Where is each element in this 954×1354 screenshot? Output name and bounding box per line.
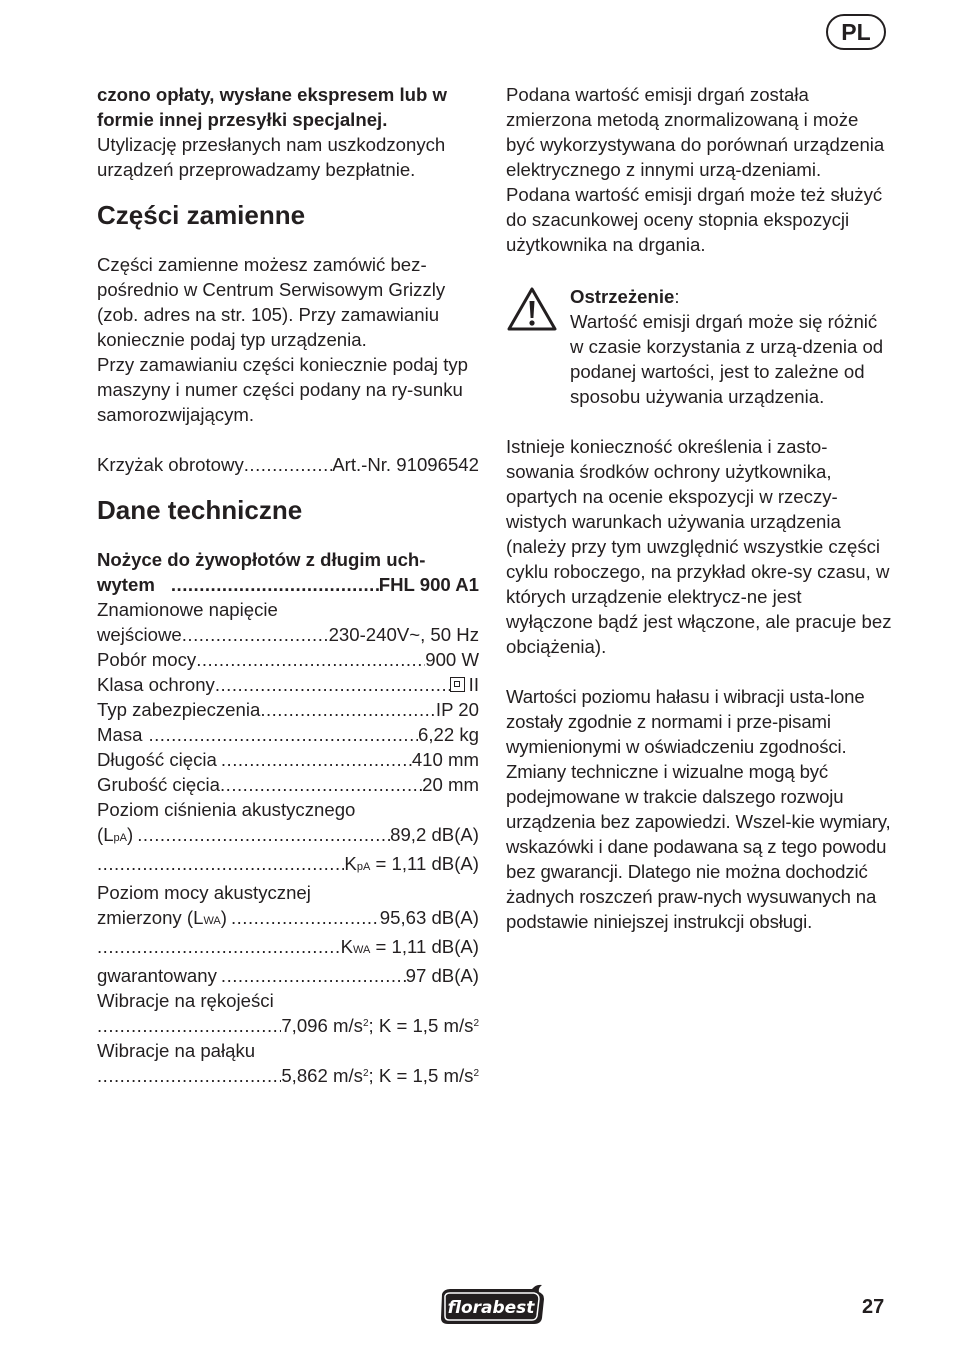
vibration-info-paragraph-1: Podana wartość emisji drgań została zmierzona metodą znormalizowaną i może być wykorzystywana do porównań urządzenia elektrycznego z innymi urzą-dzeniami. xyxy=(506,84,885,180)
spare-parts-heading: Części zamienne xyxy=(97,200,306,230)
voltage-label: Znamionowe napięcie xyxy=(97,599,278,620)
mass-row: Masa ..... 6,22 kg xyxy=(97,722,479,747)
ip-value: IP 20 xyxy=(435,699,479,720)
page-number: 27 xyxy=(862,1296,885,1318)
guaranteed-value: 97 dB(A) xyxy=(405,965,479,986)
disclaimer-paragraph: Wartości poziomu hałasu i wibracji usta-lone zostały zgodnie z normami i prze-pisami wymienionymi w oświadczeniu zgodności. Zmiany techniczne i wizualne mogą być podejmowane w trakcie dalszego rozwoju urządzenia bez zapowiedzi. Wszel-kie wymiary, wskazówki i dane podawana są z tego powodu bez gwarancji. Dlatego nie można dochodzić żadnych roszczeń praw-nych wysuwanych na podstawie niniejszej instrukcji obsługi. xyxy=(506,686,891,932)
warning-triangle-icon xyxy=(506,284,570,409)
protection-class-value: II xyxy=(468,674,479,695)
warning-block xyxy=(506,284,892,409)
kpa-value: KpA = 1,11 dB(A) xyxy=(344,853,479,874)
cross-part-row xyxy=(97,452,479,477)
cut-length-row: Długość cięcia ..... 410 mm xyxy=(97,747,479,772)
product-model: FHL 900 A1 xyxy=(378,574,479,595)
guaranteed-row: gwarantowany ..... 97 dB(A) xyxy=(97,963,479,988)
florabest-logo xyxy=(438,1284,548,1326)
intro-bold-text: czono opłaty, wysłane ekspresem lub w formie innej przesyłki specjalnej. xyxy=(97,84,447,130)
power-row: Pobór mocy ..... 900 W xyxy=(97,647,479,672)
warning-text-block: Ostrzeżenie: Wartość emisji drgań może się różnić w czasie korzystania z urzą-dzenia od podanej wartości, jest to zależne od sposobu używania urządzenia. xyxy=(570,284,892,409)
sound-power-label: Poziom mocy akustycznej xyxy=(97,882,311,903)
brand-name: florabest xyxy=(447,1298,535,1318)
product-model-row: wytem ..... FHL 900 A1 xyxy=(97,572,479,597)
sound-pressure-value: 89,2 dB(A) xyxy=(390,824,479,845)
protection-class-row: Klasa ochrony ..... II xyxy=(97,672,479,697)
cut-thickness-row: Grubość cięcia ..... 20 mm xyxy=(97,772,479,797)
double-insulation-icon xyxy=(450,677,465,692)
left-column xyxy=(97,82,479,1088)
right-column xyxy=(506,82,892,934)
protection-measures-paragraph: Istnieje konieczność określenia i zasto-sowania środków ochrony użytkownika, opartych na ocenie ekspozycji w rzeczy-wistych warunkach używania urządzenia (należy przy tym uwzględnić wszystkie części cyklu roboczego, na przykład okre-sy czasu, w których urządzenie elektrycz-ne jest wyłączone bądź jest włączone, ale pracuje bez obciążenia). xyxy=(506,436,892,657)
kpa-row xyxy=(97,851,479,880)
vibration-info-paragraph-2: Podana wartość emisji drgań może też służyć do szacunkowej oceny stopnia ekspozycji użytkownika na drgania. xyxy=(506,184,883,255)
intro-text: Utylizację przesłanych nam uszkodzonych urządzeń przeprowadzamy bezpłatnie. xyxy=(97,134,446,180)
ip-row: Typ zabezpieczenia ..... IP 20 xyxy=(97,697,479,722)
vibration-bow-label: Wibracje na pałąku xyxy=(97,1040,256,1061)
kwa-value: KWA = 1,11 dB(A) xyxy=(340,936,479,957)
product-name: Nożyce do żywopłotów z długim uch- xyxy=(97,549,426,570)
spare-parts-paragraph-2: Przy zamawianiu części koniecznie podaj typ maszyny i numer części podany na ry-sunku samorozwijającym. xyxy=(97,354,469,425)
sound-pressure-label: Poziom ciśnienia akustycznego xyxy=(97,799,356,820)
voltage-row: wejściowe ..... 230-240V~, 50 Hz xyxy=(97,622,479,647)
kwa-row xyxy=(97,934,479,963)
mass-value: 6,22 kg xyxy=(418,724,479,745)
voltage-value: 230-240V~, 50 Hz xyxy=(328,624,479,645)
warning-title: Ostrzeżenie xyxy=(570,286,675,307)
sound-pressure-row: (LpA) ..... 89,2 dB(A) xyxy=(97,822,479,851)
sound-power-value: 95,63 dB(A) xyxy=(379,907,479,928)
power-value: 900 W xyxy=(425,649,479,670)
vibration-handle-label: Wibracje na rękojeści xyxy=(97,990,274,1011)
sound-power-row: zmierzony (LWA) ..... 95,63 dB(A) xyxy=(97,905,479,934)
warning-text: Wartość emisji drgań może się różnić w czasie korzystania z urzą-dzenia od podanej wartości, jest to zależne od sposobu używania urządzenia. xyxy=(570,311,884,407)
language-badge: PL xyxy=(826,14,886,50)
technical-data-heading: Dane techniczne xyxy=(97,495,303,525)
vibration-bow-row xyxy=(97,1063,479,1088)
spare-parts-paragraph-1: Części zamienne możesz zamówić bez-pośrednio w Centrum Serwisowym Grizzly (zob. adres na str. 105). Przy zamawianiu koniecznie podaj typ urządzenia. xyxy=(97,254,446,350)
cross-part-label: Krzyżak obrotowy xyxy=(97,454,244,475)
cross-part-number: Art.-Nr. 91096542 xyxy=(332,454,479,475)
cut-thickness-value: 20 mm xyxy=(422,774,479,795)
vibration-handle-value: 7,096 $m/s^2$; K = 1,5 $m/s^2$ xyxy=(281,1015,479,1036)
cut-length-value: 410 mm xyxy=(411,749,479,770)
vibration-handle-row xyxy=(97,1013,479,1038)
vibration-bow-value: 5,862 $m/s^2$; K = 1,5 $m/s^2$ xyxy=(281,1065,479,1086)
